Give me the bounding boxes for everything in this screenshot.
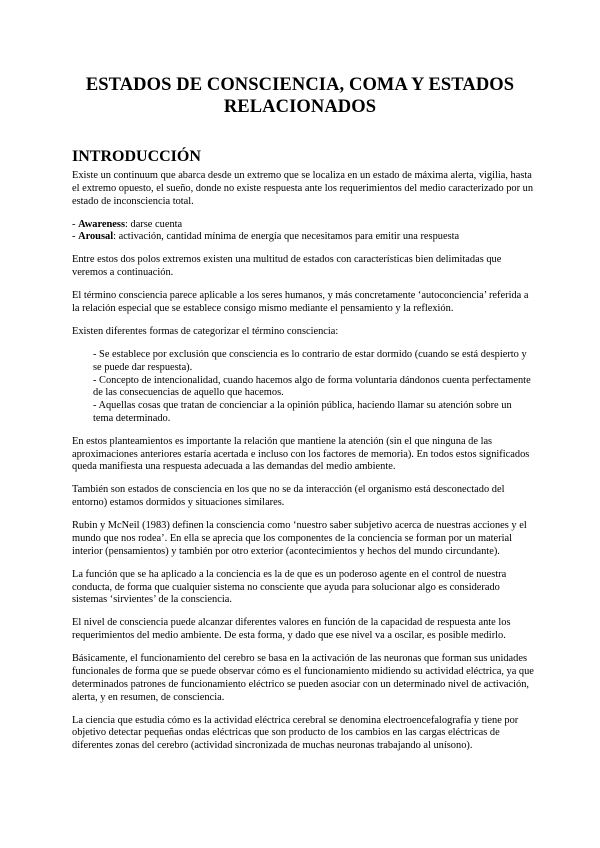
- document-body: [72, 170, 534, 763]
- paragraph: Existe un continuum que abarca desde un extremo que se localiza en un estado de máxima alerta, vigilia, hasta el extremo opuesto, el sueño, donde no existe respuesta ante los requerimientos del medio caracterizado por un estado de inconsciencia total.: [72, 170, 534, 207]
- paragraph: Rubin y McNeil (1983) definen la consciencia como ‘nuestro saber subjetivo acerca de nuestras acciones y el mundo que nos rodea’. En ella se aprecia que los componentes de la conciencia se forman por un material interior (pensamientos) y también por otro exterior (acontecimientos y hechos del mundo circundante).: [72, 520, 527, 557]
- definition-text: : darse cuenta: [125, 218, 183, 230]
- list-item: - Aquellas cosas que tratan de concienciar a la opinión pública, haciendo llamar su atención sobre un tema determinado.: [93, 400, 512, 424]
- paragraph: Existen diferentes formas de categorizar el término consciencia:: [72, 325, 339, 337]
- definition-term: Awareness: [78, 218, 126, 230]
- document-title: ESTADOS DE CONSCIENCIA, COMA Y ESTADOS RELACIONADOS: [85, 75, 515, 117]
- definition-prefix: -: [72, 231, 79, 243]
- definition-item: [72, 231, 534, 244]
- definition-term: Arousal: [78, 231, 114, 243]
- paragraph: La función que se ha aplicado a la conciencia es la de que es un poderoso agente en el control de nuestra conducta, de forma que cualquier sistema no consciente que ayuda para solucionar algo es considerado sistemas ‘sirvientes’ de la consciencia.: [72, 568, 507, 606]
- definition-item: [72, 219, 534, 232]
- paragraph: El término consciencia parece aplicable a los seres humanos, y más concretamente ‘autoconciencia’ referida a la relación especial que se establece consigo mismo mediante el pensamiento y la reflexión.: [72, 290, 529, 314]
- paragraph: Básicamente, el funcionamiento del cerebro se basa en la activación de las neuronas que forman sus unidades funcionales de forma que se puede observar cómo es el funcionamiento midiendo su actividad eléctrica, ya que determinados patrones de funcionamiento eléctrico se pueden asociar con un determinado nivel de activación, alerta, y en resumen, de consciencia.: [72, 653, 534, 703]
- paragraph: El nivel de consciencia puede alcanzar diferentes valores en función de la capacidad de respuesta ante los requerimientos del medio ambiente. De esta forma, y dado que ese nivel va a oscilar, es posible medirlo.: [72, 617, 511, 642]
- category-list: [93, 349, 534, 426]
- paragraph: La ciencia que estudia cómo es la actividad eléctrica cerebral se denomina electroencefalografía y tiene por objetivo detectar pequeñas ondas eléctricas que son producto de los cambios en las cargas eléctricas de diferentes zonas del cerebro (actividad sincronizada de muchas neuronas trabajando al unísono).: [72, 714, 519, 752]
- paragraph: En estos planteamientos es importante la relación que mantiene la atención (sin el que ninguna de las aproximaciones anteriores estaría acertada e incluso con los factores de memoria). En todos estos significados queda manifiesta una respuesta adecuada a las demandas del medio ambiente.: [72, 435, 530, 473]
- section-heading: INTRODUCCIÓN: [72, 148, 201, 165]
- definition-prefix: -: [72, 218, 79, 230]
- list-item: - Se establece por exclusión que consciencia es lo contrario de estar dormido (cuando se está despierto y se puede dar respuesta).: [93, 348, 527, 373]
- list-item: - Concepto de intencionalidad, cuando hacemos algo de forma voluntaria dándonos cuenta perfectamente de las consecuencias de aquello que hacemos.: [93, 374, 531, 399]
- definition-text: : activación, cantidad mínima de energía que necesitamos para emitir una respuesta: [113, 231, 460, 243]
- paragraph: También son estados de consciencia en los que no se da interacción (el organismo está desconectado del entorno) estamos dormidos y situaciones similares.: [72, 484, 505, 509]
- paragraph: Entre estos dos polos extremos existen una multitud de estados con características bien delimitadas que veremos a continuación.: [72, 254, 502, 279]
